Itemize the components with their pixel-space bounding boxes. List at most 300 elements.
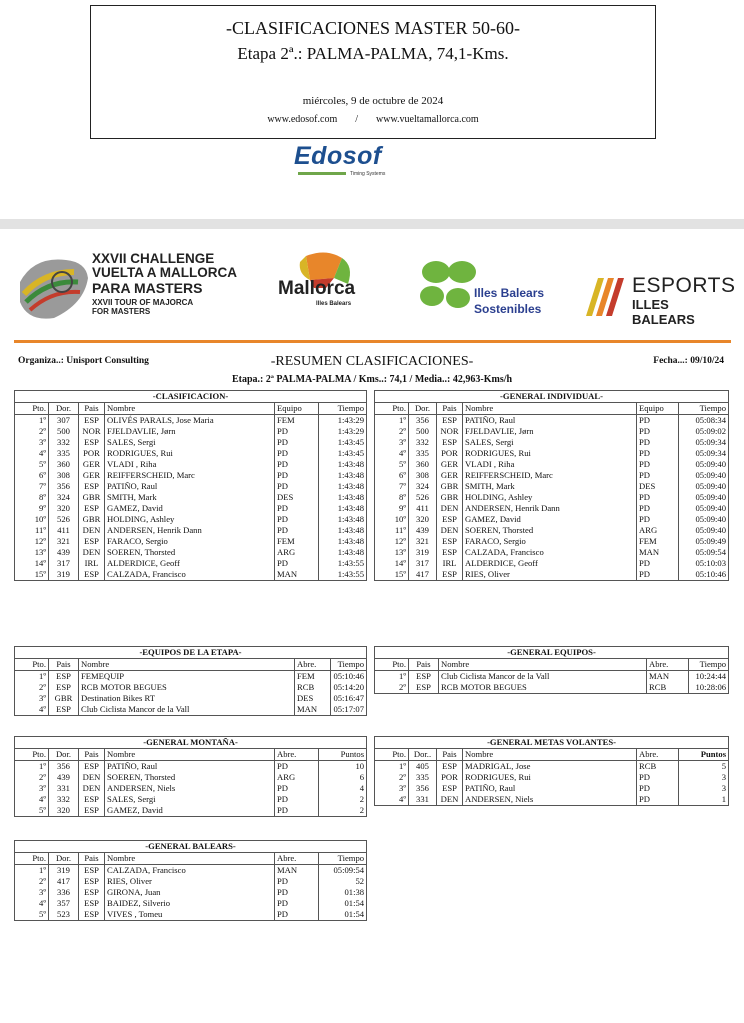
esports-logo [582, 274, 736, 327]
table-cell: 10º [15, 514, 49, 525]
table-cell: 308 [409, 470, 437, 481]
table-cell: Destination Bikes RT [79, 693, 295, 704]
table-cell: 411 [409, 503, 437, 514]
table-cell: GBR [49, 693, 79, 704]
table-row [15, 772, 367, 783]
table-cell: FEMEQUIP [79, 671, 295, 683]
column-header: Abre. [647, 659, 689, 671]
table-cell: 4 [319, 783, 367, 794]
column-header: Abre. [275, 749, 319, 761]
column-header: Pto. [375, 749, 409, 761]
table-cell: 3º [15, 437, 49, 448]
table-cell: 05:09:40 [679, 470, 729, 481]
table-cell: PD [637, 459, 679, 470]
table-cell: CALZADA, Francisco [105, 865, 275, 877]
column-header: Nombre [105, 403, 275, 415]
esports-logo-title: ESPORTS [632, 274, 736, 297]
table-row [15, 569, 367, 581]
table-cell: ANDERSEN, Niels [105, 783, 275, 794]
table-cell: 05:10:03 [679, 558, 729, 569]
challenge-logo-english: XXVII TOUR OF MAJORCA FOR MASTERS [92, 298, 194, 316]
header-row [15, 403, 367, 415]
table-cell: HOLDING, Ashley [463, 492, 637, 503]
table-cell: PD [275, 558, 319, 569]
table-cell: 4º [15, 794, 49, 805]
table-cell: 2º [15, 426, 49, 437]
header-box [90, 5, 656, 139]
table-cell: 331 [49, 783, 79, 794]
table-cell: 3º [375, 783, 409, 794]
table-cell: PD [637, 558, 679, 569]
table-cell: 1:43:48 [319, 492, 367, 503]
table-cell: PD [637, 514, 679, 525]
leaf-cluster-icon [418, 256, 482, 316]
table-cell: 439 [409, 525, 437, 536]
header-row [375, 749, 729, 761]
column-header: Nombre [463, 749, 637, 761]
website-vuelta-link[interactable]: www.vueltamallorca.com [376, 114, 479, 125]
table-cell: PD [637, 492, 679, 503]
table-cell: PD [275, 459, 319, 470]
table-cell: 1:43:48 [319, 525, 367, 536]
table-cell: ESP [437, 547, 463, 558]
table-cell: 3º [15, 693, 49, 704]
table-cell: 2º [15, 772, 49, 783]
column-header: Pais [437, 749, 463, 761]
table-row [15, 437, 367, 448]
table-cell: RCB [647, 682, 689, 694]
table-cell: GER [79, 459, 105, 470]
table-cell: PD [275, 481, 319, 492]
table-row [15, 682, 367, 693]
table-cell: ESP [49, 704, 79, 716]
table-cell: DEN [79, 547, 105, 558]
table-row [375, 426, 729, 437]
date-label: Fecha...: 09/10/24 [653, 356, 724, 366]
table-row [375, 569, 729, 581]
table-cell: ANDERSEN, Niels [463, 794, 637, 806]
table-cell: 526 [409, 492, 437, 503]
table-row [375, 671, 729, 683]
table-cell: 320 [49, 503, 79, 514]
table-cell: PD [637, 448, 679, 459]
table-row [375, 783, 729, 794]
table-cell: PD [637, 783, 679, 794]
table-cell: FEM [637, 536, 679, 547]
table-cell: 319 [49, 569, 79, 581]
column-header: Pais [79, 749, 105, 761]
table-cell: 01:54 [319, 898, 367, 909]
table-cell: 05:09:40 [679, 481, 729, 492]
table-cell: 1º [15, 671, 49, 683]
table-cell: 332 [409, 437, 437, 448]
table-row [15, 865, 367, 877]
table-cell: ESP [79, 761, 105, 773]
section-title: -GENERAL BALEARS- [15, 841, 367, 853]
table-cell: 1:43:48 [319, 547, 367, 558]
table-row [375, 761, 729, 773]
table-row [15, 783, 367, 794]
table-cell: SALES, Sergi [105, 794, 275, 805]
table-row [375, 794, 729, 806]
orange-rule [14, 340, 731, 343]
table-cell: 05:09:02 [679, 426, 729, 437]
table-cell: 500 [409, 426, 437, 437]
table-row [15, 794, 367, 805]
table-cell: GER [79, 470, 105, 481]
table-cell: 3º [15, 887, 49, 898]
table-cell: ESP [79, 865, 105, 877]
table-cell: FARACO, Sergio [105, 536, 275, 547]
table-cell: 01:54 [319, 909, 367, 921]
table-cell: 1:43:48 [319, 481, 367, 492]
table-cell: 308 [49, 470, 79, 481]
table-cell: ESP [437, 437, 463, 448]
table-cell: 1º [375, 671, 409, 683]
table-row [15, 761, 367, 773]
table-row [375, 415, 729, 427]
table-cell: MAN [637, 547, 679, 558]
table-cell: 526 [49, 514, 79, 525]
table-cell: ARG [275, 772, 319, 783]
table-cell: 1:43:45 [319, 437, 367, 448]
table-cell: DEN [437, 503, 463, 514]
table-cell: 356 [409, 415, 437, 427]
table-row [375, 492, 729, 503]
table-cell: 2º [375, 682, 409, 694]
table-cell: 307 [49, 415, 79, 427]
table-cell: ESP [437, 514, 463, 525]
table-row [15, 448, 367, 459]
table-cell: 01:38 [319, 887, 367, 898]
table-cell: GAMEZ, David [105, 503, 275, 514]
table-cell: PD [637, 415, 679, 427]
table-cell: ESP [79, 536, 105, 547]
table-row [15, 525, 367, 536]
table-cell: ESP [437, 783, 463, 794]
table-cell: ESP [409, 682, 439, 694]
table-cell: 10:24:44 [689, 671, 729, 683]
table-cell: 317 [49, 558, 79, 569]
table-cell: DEN [79, 783, 105, 794]
table-cell: ESP [79, 898, 105, 909]
column-header: Pto. [15, 749, 49, 761]
table-cell: ARG [637, 525, 679, 536]
table-row [15, 887, 367, 898]
table-row [15, 704, 367, 716]
table-cell: 320 [409, 514, 437, 525]
table-cell: 317 [409, 558, 437, 569]
table-cell: 05:17:07 [331, 704, 367, 716]
table-cell: VLADI , Riha [463, 459, 637, 470]
table-cell: RODRIGUES, Rui [463, 772, 637, 783]
table-cell: 417 [409, 569, 437, 581]
table-cell: GAMEZ, David [463, 514, 637, 525]
table-cell: PATIÑO, Raul [463, 415, 637, 427]
column-header: Dor. [49, 853, 79, 865]
table-cell: 9º [15, 503, 49, 514]
table-row [15, 671, 367, 683]
table-cell: MAN [295, 704, 331, 716]
table-cell: FEM [275, 536, 319, 547]
table-cell: ARG [275, 547, 319, 558]
table-cell: ESP [79, 794, 105, 805]
edosof-logo-text: Edosof [294, 142, 382, 170]
table-cell: FJELDAVLIE, Jørn [105, 426, 275, 437]
column-header: Tiempo [319, 853, 367, 865]
esports-stripes-icon [582, 274, 630, 318]
table-cell: ESP [437, 536, 463, 547]
summary-title: -RESUMEN CLASIFICACIONES- [270, 354, 474, 369]
column-header: Pais [79, 853, 105, 865]
table-cell: 500 [49, 426, 79, 437]
table-cell: ESP [79, 437, 105, 448]
table-cell: NOR [437, 426, 463, 437]
header-row [15, 659, 367, 671]
column-header: Tiempo [679, 403, 729, 415]
table-cell: 3 [679, 783, 729, 794]
table-row [375, 459, 729, 470]
table-cell: PATIÑO, Raul [105, 761, 275, 773]
table-cell: PD [275, 503, 319, 514]
table-cell: PD [275, 887, 319, 898]
table-cell: DEN [437, 794, 463, 806]
table-row [15, 898, 367, 909]
table-cell: SMITH, Mark [463, 481, 637, 492]
general-equipos-table [374, 646, 729, 694]
table-cell: 1º [375, 415, 409, 427]
column-header: Abre. [295, 659, 331, 671]
table-cell: DEN [79, 772, 105, 783]
table-cell: 1:43:48 [319, 536, 367, 547]
table-cell: 11º [375, 525, 409, 536]
mallorca-logo [276, 248, 368, 318]
table-cell: 439 [49, 772, 79, 783]
table-cell: 05:10:46 [679, 569, 729, 581]
mallorca-logo-text: Mallorca [278, 278, 356, 299]
table-row [15, 693, 367, 704]
table-cell: VLADI , Riha [105, 459, 275, 470]
table-cell: 5º [15, 909, 49, 921]
table-row [375, 525, 729, 536]
table-row [375, 437, 729, 448]
table-cell: PD [637, 772, 679, 783]
table-cell: PD [275, 909, 319, 921]
table-cell: 411 [49, 525, 79, 536]
table-cell: 4º [375, 448, 409, 459]
table-cell: 13º [375, 547, 409, 558]
column-header: Abre. [275, 853, 319, 865]
table-cell: FARACO, Sergio [463, 536, 637, 547]
table-cell: GER [437, 459, 463, 470]
table-cell: 5º [375, 459, 409, 470]
table-cell: GER [437, 470, 463, 481]
table-row [375, 547, 729, 558]
table-cell: 12º [15, 536, 49, 547]
table-cell: PD [637, 569, 679, 581]
column-header: Dor. [409, 403, 437, 415]
equipos-etapa-table [14, 646, 367, 716]
edosof-logo-bar [298, 172, 346, 175]
table-row [375, 772, 729, 783]
section-title: -GENERAL INDIVIDUAL- [375, 391, 729, 403]
header-row [375, 659, 729, 671]
table-cell: POR [79, 448, 105, 459]
table-cell: 7º [15, 481, 49, 492]
table-cell: 6 [319, 772, 367, 783]
page-separator [0, 219, 744, 229]
header-row [375, 403, 729, 415]
stage-subtitle: Etapa 2ª.: PALMA-PALMA, 74,1-Kms. [237, 44, 509, 63]
table-cell: 357 [49, 898, 79, 909]
table-cell: 356 [409, 783, 437, 794]
table-cell: 05:09:40 [679, 514, 729, 525]
website-edosof-link[interactable]: www.edosof.com [267, 114, 338, 125]
table-cell: 405 [409, 761, 437, 773]
column-header: Pais [437, 403, 463, 415]
table-cell: PD [637, 503, 679, 514]
table-cell: 05:09:54 [319, 865, 367, 877]
table-cell: 2º [15, 876, 49, 887]
table-cell: Club Ciclista Mancor de la Vall [79, 704, 295, 716]
table-cell: 10:28:06 [689, 682, 729, 694]
table-cell: 2º [15, 682, 49, 693]
table-cell: ESP [437, 569, 463, 581]
table-cell: PD [275, 437, 319, 448]
sostenibles-logo-line1: Illes Balears [474, 286, 545, 300]
column-header: Pais [49, 659, 79, 671]
table-cell: MADRIGAL, Jose [463, 761, 637, 773]
table-cell: SMITH, Mark [105, 492, 275, 503]
table-cell: 8º [15, 492, 49, 503]
sostenibles-logo-line2: Sostenibles [474, 302, 542, 316]
table-cell: 523 [49, 909, 79, 921]
table-cell: PD [275, 783, 319, 794]
table-cell: 1º [15, 865, 49, 877]
table-cell: CALZADA, Francisco [105, 569, 275, 581]
column-header: Nombre [105, 853, 275, 865]
table-cell: 4º [15, 448, 49, 459]
column-header: Tiempo [331, 659, 367, 671]
table-cell: GIRONA, Juan [105, 887, 275, 898]
table-cell: 05:09:40 [679, 492, 729, 503]
table-cell: 1º [15, 761, 49, 773]
table-cell: ALDERDICE, Geoff [105, 558, 275, 569]
column-header: Pto. [375, 403, 409, 415]
clasificacion-table [14, 390, 367, 581]
table-cell: 5º [15, 805, 49, 817]
table-cell: 13º [15, 547, 49, 558]
table-cell: DEN [79, 525, 105, 536]
table-cell: ESP [49, 671, 79, 683]
table-cell: 14º [375, 558, 409, 569]
table-cell: 05:09:40 [679, 525, 729, 536]
table-cell: 356 [49, 481, 79, 492]
table-cell: MAN [647, 671, 689, 683]
table-cell: RCB [637, 761, 679, 773]
mallorca-logo-sub: Illes Balears [316, 301, 352, 307]
table-cell: 10 [319, 761, 367, 773]
section-title: -GENERAL METAS VOLANTES- [375, 737, 729, 749]
table-cell: PD [637, 426, 679, 437]
table-cell: 3 [679, 772, 729, 783]
table-cell: ALDERDICE, Geoff [463, 558, 637, 569]
column-header: Nombre [105, 749, 275, 761]
table-cell: 2 [319, 794, 367, 805]
table-cell: 05:09:40 [679, 459, 729, 470]
table-cell: NOR [79, 426, 105, 437]
table-cell: 05:09:34 [679, 437, 729, 448]
table-cell: 321 [409, 536, 437, 547]
table-cell: PD [275, 525, 319, 536]
table-cell: 05:14:20 [331, 682, 367, 693]
table-cell: 3º [15, 783, 49, 794]
column-header: Pto. [15, 403, 49, 415]
table-cell: PD [275, 876, 319, 887]
section-title: -GENERAL EQUIPOS- [375, 647, 729, 659]
table-cell: IRL [79, 558, 105, 569]
table-cell: 4º [375, 794, 409, 806]
column-header: Nombre [463, 403, 637, 415]
table-cell: ANDERSEN, Henrik Dann [463, 503, 637, 514]
header-row [15, 853, 367, 865]
table-row [15, 514, 367, 525]
column-header: Nombre [439, 659, 647, 671]
document-title: -CLASIFICACIONES MASTER 50-60- [225, 18, 520, 38]
table-cell: PD [275, 514, 319, 525]
table-cell: 1:43:48 [319, 470, 367, 481]
table-cell: GBR [79, 514, 105, 525]
table-cell: ESP [437, 761, 463, 773]
table-cell: Club Ciclista Mancor de la Vall [439, 671, 647, 683]
edosof-logo-tagline: Timing Systems [350, 171, 386, 177]
table-cell: 360 [49, 459, 79, 470]
table-cell: PD [275, 805, 319, 817]
column-header: Equipo [275, 403, 319, 415]
table-cell: 15º [375, 569, 409, 581]
table-cell: PD [275, 426, 319, 437]
column-header: Puntos [319, 749, 367, 761]
section-title: -EQUIPOS DE LA ETAPA- [15, 647, 367, 659]
table-cell: 9º [375, 503, 409, 514]
table-cell: 439 [49, 547, 79, 558]
column-header: Puntos [679, 749, 729, 761]
column-header: Pto. [15, 659, 49, 671]
section-title: -CLASIFICACION- [15, 391, 367, 403]
table-cell: GBR [437, 481, 463, 492]
column-header: Dor. [49, 403, 79, 415]
table-row [375, 470, 729, 481]
sostenibles-logo [418, 256, 588, 318]
table-cell: 1:43:29 [319, 415, 367, 427]
table-cell: ESP [79, 909, 105, 921]
table-row [15, 470, 367, 481]
table-cell: 05:09:54 [679, 547, 729, 558]
table-cell: 1º [15, 415, 49, 427]
table-cell: 1º [375, 761, 409, 773]
table-cell: 1:43:48 [319, 514, 367, 525]
table-cell: PATIÑO, Raul [463, 783, 637, 794]
table-cell: REIFFERSCHEID, Marc [463, 470, 637, 481]
table-cell: 319 [409, 547, 437, 558]
table-cell: ESP [79, 569, 105, 581]
table-cell: REIFFERSCHEID, Marc [105, 470, 275, 481]
table-cell: BAIDEZ, Silverio [105, 898, 275, 909]
table-cell: 8º [375, 492, 409, 503]
table-cell: 320 [49, 805, 79, 817]
table-cell: 324 [49, 492, 79, 503]
table-cell: 332 [49, 437, 79, 448]
